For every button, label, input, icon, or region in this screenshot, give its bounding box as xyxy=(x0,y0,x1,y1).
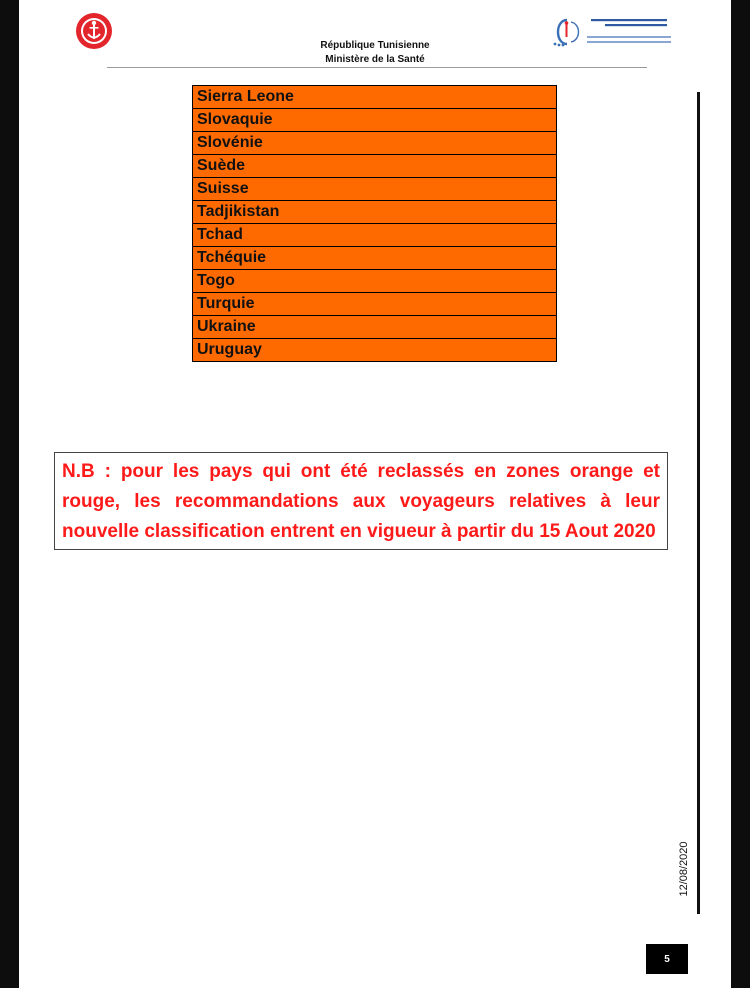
country-cell: Suisse xyxy=(193,178,557,201)
table-row xyxy=(193,339,557,362)
document-page xyxy=(19,0,731,988)
table-row xyxy=(193,178,557,201)
header-divider xyxy=(107,67,647,68)
country-cell: Suède xyxy=(193,155,557,178)
country-cell: Uruguay xyxy=(193,339,557,362)
country-cell: Tchéquie xyxy=(193,247,557,270)
table-row xyxy=(193,247,557,270)
table-row xyxy=(193,224,557,247)
page-number: 5 xyxy=(646,944,688,974)
header-ministry-name: Ministère de la Santé xyxy=(325,54,425,65)
note-box xyxy=(54,452,668,550)
table-row xyxy=(193,270,557,293)
country-table xyxy=(192,85,557,362)
table-row xyxy=(193,109,557,132)
country-cell: Ukraine xyxy=(193,316,557,339)
header-country-name: République Tunisienne xyxy=(320,40,430,51)
country-cell: Slovénie xyxy=(193,132,557,155)
country-cell: Tadjikistan xyxy=(193,201,557,224)
note-text: N.B : pour les pays qui ont été reclassés en zones orange et rouge, les recommandations aux voyageurs relatives à leur nouvelle classification entrent en vigueur à partir du 15 Aout 2020 xyxy=(62,461,660,542)
table-row xyxy=(193,86,557,109)
table-row xyxy=(193,201,557,224)
table-row xyxy=(193,293,557,316)
table-row xyxy=(193,155,557,178)
table-row xyxy=(193,316,557,339)
country-cell: Turquie xyxy=(193,293,557,316)
country-cell: Sierra Leone xyxy=(193,86,557,109)
document-date: 12/08/2020 xyxy=(678,841,690,897)
margin-vertical-rule xyxy=(697,92,700,914)
country-cell: Togo xyxy=(193,270,557,293)
country-cell: Slovaquie xyxy=(193,109,557,132)
table-row xyxy=(193,132,557,155)
country-cell: Tchad xyxy=(193,224,557,247)
